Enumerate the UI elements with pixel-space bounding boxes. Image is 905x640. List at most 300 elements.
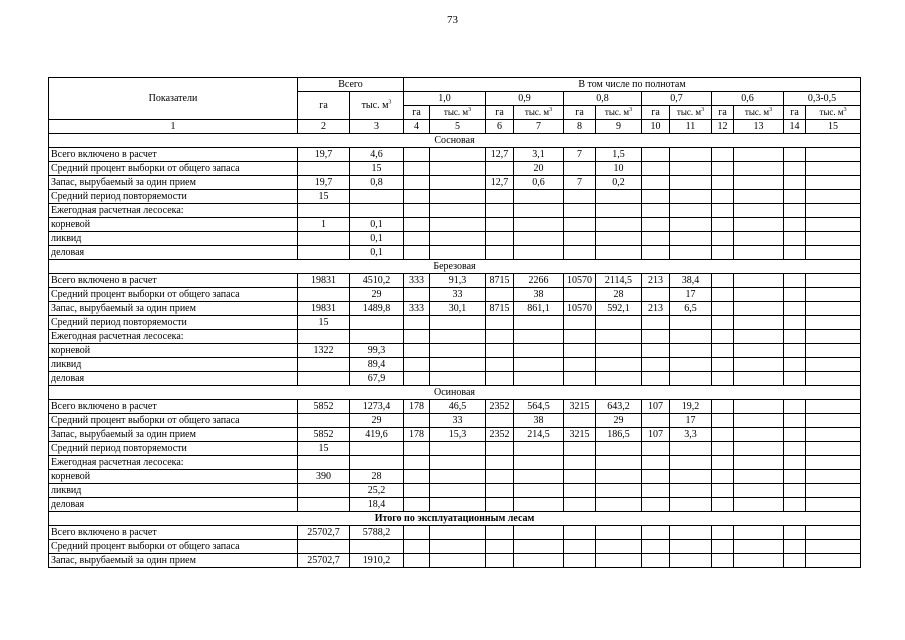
column-number: 7	[514, 120, 564, 134]
table-cell	[784, 162, 806, 176]
table-cell	[596, 526, 642, 540]
table-cell: 12,7	[486, 148, 514, 162]
table-cell	[712, 176, 734, 190]
table-cell: 2352	[486, 400, 514, 414]
table-cell	[404, 148, 430, 162]
table-cell	[734, 372, 784, 386]
table-cell	[806, 400, 861, 414]
table-cell	[514, 204, 564, 218]
table-cell	[514, 484, 564, 498]
table-cell	[430, 456, 486, 470]
table-cell	[404, 288, 430, 302]
table-cell	[596, 246, 642, 260]
table-cell	[514, 498, 564, 512]
table-cell	[430, 330, 486, 344]
table-cell	[430, 372, 486, 386]
table-cell: 29	[596, 414, 642, 428]
table-row	[49, 470, 861, 484]
table-cell	[806, 204, 861, 218]
table-cell	[642, 470, 670, 484]
header-row-1	[49, 78, 861, 92]
table-row	[49, 442, 861, 456]
header-unit-volume: тыс. $м^3$	[596, 106, 642, 120]
table-cell	[564, 498, 596, 512]
table-row	[49, 190, 861, 204]
table-cell	[514, 358, 564, 372]
row-label: корневой	[49, 344, 298, 358]
table-cell	[404, 162, 430, 176]
table-cell	[404, 526, 430, 540]
table-cell	[430, 190, 486, 204]
column-number: 8	[564, 120, 596, 134]
table-cell	[734, 302, 784, 316]
table-cell	[596, 554, 642, 568]
table-cell	[514, 218, 564, 232]
row-label: Средний период повторяемости	[49, 190, 298, 204]
table-cell: 4510,2	[350, 274, 404, 288]
table-cell	[514, 232, 564, 246]
header-density-2: 0,9	[486, 92, 564, 106]
table-cell	[712, 344, 734, 358]
table-cell: 15	[350, 162, 404, 176]
table-cell: 333	[404, 274, 430, 288]
table-cell	[806, 470, 861, 484]
table-row	[49, 246, 861, 260]
table-cell	[784, 358, 806, 372]
header-unit-volume: тыс. $м^3$	[670, 106, 712, 120]
table-cell	[430, 484, 486, 498]
table-cell	[784, 274, 806, 288]
table-cell: 38,4	[670, 274, 712, 288]
table-cell	[642, 204, 670, 218]
table-cell: 33	[430, 414, 486, 428]
page-number: 73	[447, 14, 458, 26]
table-cell: 89,4	[350, 358, 404, 372]
table-cell	[670, 526, 712, 540]
table-cell	[712, 218, 734, 232]
table-cell	[712, 232, 734, 246]
header-density-6: 0,3-0,5	[784, 92, 861, 106]
header-unit-ha: га	[404, 106, 430, 120]
table-cell	[734, 428, 784, 442]
table-cell	[784, 218, 806, 232]
table-cell	[734, 274, 784, 288]
table-cell: 3215	[564, 428, 596, 442]
table-cell	[564, 218, 596, 232]
table-cell: 8715	[486, 274, 514, 288]
table-cell	[596, 540, 642, 554]
section-header-row	[49, 134, 861, 148]
table-cell	[514, 330, 564, 344]
table-cell	[806, 162, 861, 176]
table-cell	[298, 484, 350, 498]
table-cell: 25,2	[350, 484, 404, 498]
table-cell	[642, 190, 670, 204]
table-cell	[596, 218, 642, 232]
header-indicators: Показатели	[49, 78, 298, 120]
table-cell: 7	[564, 176, 596, 190]
column-number: 6	[486, 120, 514, 134]
table-cell	[404, 442, 430, 456]
table-row	[49, 428, 861, 442]
table-cell	[486, 414, 514, 428]
table-cell	[430, 232, 486, 246]
table-body	[49, 134, 861, 568]
header-total-volume: тыс. $м^3$	[350, 92, 404, 120]
table-cell	[712, 274, 734, 288]
table-cell	[298, 330, 350, 344]
table-cell	[486, 540, 514, 554]
column-number: 3	[350, 120, 404, 134]
header-unit-volume: тыс. $м^3$	[734, 106, 784, 120]
table-cell	[670, 204, 712, 218]
table-cell: 30,1	[430, 302, 486, 316]
table-cell	[404, 190, 430, 204]
table-cell: 1910,2	[350, 554, 404, 568]
table-cell	[670, 218, 712, 232]
header-density-3: 0,8	[564, 92, 642, 106]
table-cell	[642, 176, 670, 190]
table-cell	[298, 162, 350, 176]
table-cell: 0,6	[514, 176, 564, 190]
table-cell	[404, 498, 430, 512]
table-cell: 46,5	[430, 400, 486, 414]
row-label: Запас, вырубаемый за один прием	[49, 428, 298, 442]
row-label: Всего включено в расчет	[49, 400, 298, 414]
table-cell	[734, 540, 784, 554]
table-cell: 0,2	[596, 176, 642, 190]
table-cell	[806, 330, 861, 344]
table-cell	[596, 316, 642, 330]
table-cell	[806, 316, 861, 330]
table-cell: 0,1	[350, 232, 404, 246]
row-label: Средний процент выборки от общего запаса	[49, 414, 298, 428]
table-cell	[404, 470, 430, 484]
row-label: Средний период повторяемости	[49, 316, 298, 330]
table-row	[49, 330, 861, 344]
row-label: деловая	[49, 372, 298, 386]
table-cell: 3215	[564, 400, 596, 414]
table-cell	[404, 330, 430, 344]
table-cell: 25702,7	[298, 526, 350, 540]
table-cell	[404, 484, 430, 498]
table-cell	[430, 470, 486, 484]
column-number: 14	[784, 120, 806, 134]
table-cell	[486, 190, 514, 204]
table-cell	[642, 218, 670, 232]
table-row	[49, 554, 861, 568]
table-cell: 1273,4	[350, 400, 404, 414]
table-cell: 419,6	[350, 428, 404, 442]
column-number: 12	[712, 120, 734, 134]
column-number: 15	[806, 120, 861, 134]
table-cell	[734, 456, 784, 470]
table-cell	[806, 498, 861, 512]
table-cell	[298, 498, 350, 512]
table-cell	[404, 232, 430, 246]
table-cell	[486, 456, 514, 470]
table-row	[49, 372, 861, 386]
table-cell	[712, 330, 734, 344]
row-label: Всего включено в расчет	[49, 526, 298, 540]
table-cell	[514, 372, 564, 386]
table-cell	[564, 358, 596, 372]
table-cell	[806, 246, 861, 260]
table-cell	[430, 176, 486, 190]
table-cell	[734, 470, 784, 484]
table-cell: 67,9	[350, 372, 404, 386]
table-cell	[670, 190, 712, 204]
table-row	[49, 288, 861, 302]
table-cell	[806, 442, 861, 456]
table-cell	[486, 470, 514, 484]
table-cell: 19,7	[298, 176, 350, 190]
table-cell	[564, 162, 596, 176]
table-cell: 564,5	[514, 400, 564, 414]
table-cell	[670, 442, 712, 456]
table-row	[49, 358, 861, 372]
table-cell	[486, 204, 514, 218]
table-cell	[404, 372, 430, 386]
table-cell	[734, 498, 784, 512]
table-cell	[642, 414, 670, 428]
table-cell	[596, 456, 642, 470]
table-cell	[298, 540, 350, 554]
table-cell: 29	[350, 288, 404, 302]
table-row	[49, 232, 861, 246]
table-cell	[806, 232, 861, 246]
table-cell	[806, 456, 861, 470]
table-cell: 10570	[564, 274, 596, 288]
table-cell	[734, 162, 784, 176]
table-cell	[404, 414, 430, 428]
table-cell	[670, 484, 712, 498]
table-cell	[430, 148, 486, 162]
table-cell	[514, 470, 564, 484]
row-label: Всего включено в расчет	[49, 274, 298, 288]
header-density-1: 1,0	[404, 92, 486, 106]
table-cell	[670, 176, 712, 190]
table-cell	[486, 246, 514, 260]
table-cell	[784, 442, 806, 456]
table-cell	[784, 190, 806, 204]
table-cell: 2352	[486, 428, 514, 442]
table-cell	[670, 456, 712, 470]
table-cell	[514, 190, 564, 204]
table-cell	[806, 414, 861, 428]
row-label: Запас, вырубаемый за один прием	[49, 176, 298, 190]
table-cell	[712, 456, 734, 470]
row-label: Средний процент выборки от общего запаса	[49, 540, 298, 554]
table-cell	[486, 526, 514, 540]
table-cell	[404, 456, 430, 470]
table-cell	[350, 330, 404, 344]
table-cell	[486, 218, 514, 232]
table-cell	[596, 190, 642, 204]
table-cell	[784, 540, 806, 554]
table-cell	[806, 484, 861, 498]
table-cell	[564, 190, 596, 204]
table-cell: 29	[350, 414, 404, 428]
table-cell	[642, 554, 670, 568]
table-cell	[486, 162, 514, 176]
table-cell: 4,6	[350, 148, 404, 162]
table-cell	[564, 484, 596, 498]
table-row	[49, 204, 861, 218]
table-cell	[564, 526, 596, 540]
header-total: Всего	[298, 78, 404, 92]
table-cell: 15	[298, 190, 350, 204]
table-cell	[784, 288, 806, 302]
table-cell	[712, 526, 734, 540]
table-cell	[670, 162, 712, 176]
table-cell	[670, 232, 712, 246]
header-by-density: В том числе по полнотам	[404, 78, 861, 92]
table-cell	[404, 176, 430, 190]
table-cell	[514, 246, 564, 260]
table-row	[49, 498, 861, 512]
column-number: 11	[670, 120, 712, 134]
row-label: Запас, вырубаемый за один прием	[49, 554, 298, 568]
table-cell	[670, 330, 712, 344]
table-cell	[514, 442, 564, 456]
table-cell: 643,2	[596, 400, 642, 414]
table-cell	[784, 148, 806, 162]
row-label: Запас, вырубаемый за один прием	[49, 302, 298, 316]
table-cell	[806, 288, 861, 302]
table-cell	[564, 344, 596, 358]
table-cell: 107	[642, 428, 670, 442]
table-cell	[734, 358, 784, 372]
table-cell	[734, 526, 784, 540]
table-cell	[596, 232, 642, 246]
table-cell	[350, 442, 404, 456]
table-cell	[596, 330, 642, 344]
table-cell	[486, 330, 514, 344]
table-cell	[642, 526, 670, 540]
table-cell: 3,3	[670, 428, 712, 442]
table-row	[49, 218, 861, 232]
column-number: 13	[734, 120, 784, 134]
section-title: Березовая	[49, 260, 861, 274]
table-cell: 186,5	[596, 428, 642, 442]
table-cell	[712, 554, 734, 568]
table-cell: 15,3	[430, 428, 486, 442]
table-cell: 10	[596, 162, 642, 176]
table-cell: 213	[642, 302, 670, 316]
table-cell	[642, 372, 670, 386]
table-cell	[596, 372, 642, 386]
table-cell: 99,3	[350, 344, 404, 358]
table-cell	[670, 344, 712, 358]
row-label: Средний процент выборки от общего запаса	[49, 162, 298, 176]
table-cell	[430, 344, 486, 358]
table-cell	[806, 428, 861, 442]
table-cell	[784, 484, 806, 498]
table-cell	[642, 232, 670, 246]
table-cell	[596, 498, 642, 512]
table-cell	[642, 330, 670, 344]
table-cell	[712, 428, 734, 442]
table-cell: 3,1	[514, 148, 564, 162]
table-cell: 8715	[486, 302, 514, 316]
section-title: Итого по эксплуатационным лесам	[49, 512, 861, 526]
section-title: Осиновая	[49, 386, 861, 400]
table-row	[49, 344, 861, 358]
table-cell: 2114,5	[596, 274, 642, 288]
header-unit-volume: тыс. $м^3$	[806, 106, 861, 120]
table-cell: 17	[670, 414, 712, 428]
table-cell	[596, 344, 642, 358]
table-cell	[806, 358, 861, 372]
row-label: Средний процент выборки от общего запаса	[49, 288, 298, 302]
table-cell	[404, 358, 430, 372]
table-cell	[712, 470, 734, 484]
table-cell	[298, 456, 350, 470]
table-cell: 1,5	[596, 148, 642, 162]
table-cell: 333	[404, 302, 430, 316]
table-cell	[642, 456, 670, 470]
row-label: деловая	[49, 498, 298, 512]
table-cell: 178	[404, 400, 430, 414]
table-cell	[298, 246, 350, 260]
table-cell: 19,2	[670, 400, 712, 414]
table-cell: 1	[298, 218, 350, 232]
table-cell	[712, 484, 734, 498]
table-cell: 10570	[564, 302, 596, 316]
table-cell: 5788,2	[350, 526, 404, 540]
table-cell	[564, 372, 596, 386]
table-cell	[734, 190, 784, 204]
table-cell	[806, 218, 861, 232]
table-cell: 178	[404, 428, 430, 442]
table-cell	[486, 232, 514, 246]
table-cell: 213	[642, 274, 670, 288]
table-cell	[514, 456, 564, 470]
table-cell	[806, 190, 861, 204]
table-cell	[712, 148, 734, 162]
table-cell	[404, 246, 430, 260]
table-cell	[642, 498, 670, 512]
table-cell	[806, 540, 861, 554]
table-cell	[564, 288, 596, 302]
header-unit-ha: га	[784, 106, 806, 120]
table-cell: 1322	[298, 344, 350, 358]
table-cell	[670, 498, 712, 512]
table-cell: 20	[514, 162, 564, 176]
table-cell	[642, 344, 670, 358]
table-cell	[784, 302, 806, 316]
table-row	[49, 526, 861, 540]
table-cell: 19,7	[298, 148, 350, 162]
table-cell: 6,5	[670, 302, 712, 316]
table-cell	[350, 456, 404, 470]
table-cell	[564, 414, 596, 428]
table-cell	[784, 232, 806, 246]
table-cell	[784, 246, 806, 260]
table-cell	[784, 372, 806, 386]
table-cell	[404, 204, 430, 218]
table-cell	[734, 148, 784, 162]
row-label: Всего включено в расчет	[49, 148, 298, 162]
table-cell	[486, 372, 514, 386]
table-cell	[514, 316, 564, 330]
header-unit-ha: га	[642, 106, 670, 120]
header-unit-volume: тыс. $м^3$	[514, 106, 564, 120]
table-cell	[430, 246, 486, 260]
row-label: ликвид	[49, 358, 298, 372]
table-cell	[486, 344, 514, 358]
